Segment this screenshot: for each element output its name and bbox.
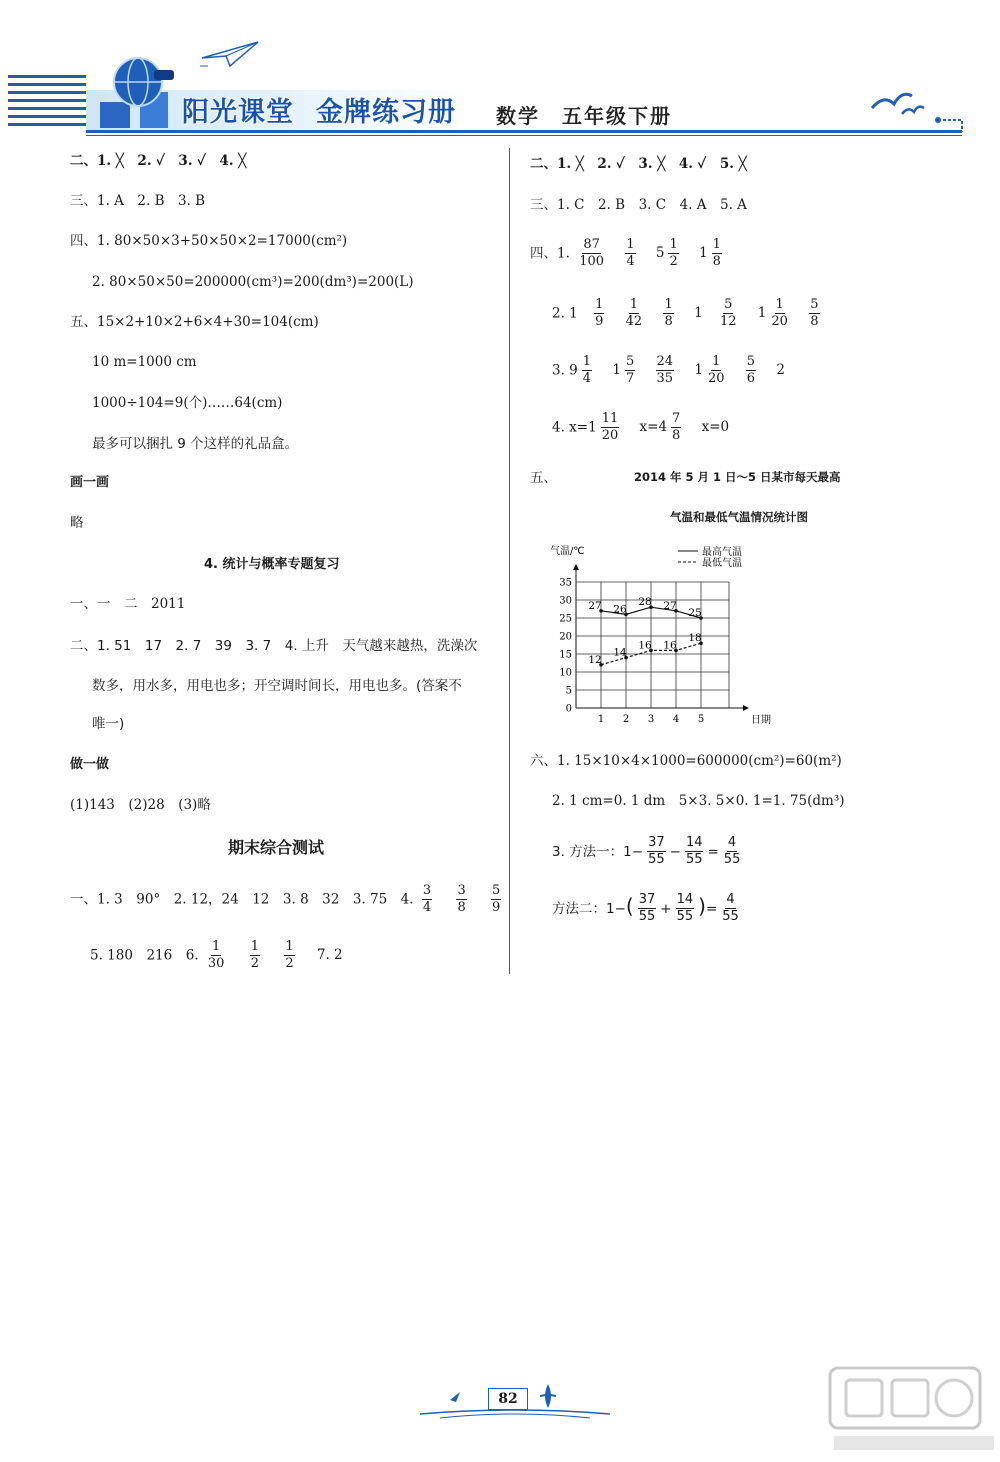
denominator: 55 — [648, 852, 665, 868]
page-number: 82 — [488, 1388, 528, 1410]
right-line-6-mid: x=4 — [639, 419, 668, 436]
fraction — [746, 355, 756, 387]
x-tick-label: 2 — [622, 714, 630, 725]
fraction — [707, 355, 726, 387]
right-line-3 — [530, 238, 726, 270]
grade: 五年级下册 — [562, 104, 672, 128]
denominator: 55 — [676, 909, 694, 925]
whole-number: 1 — [757, 305, 767, 322]
denominator: 20 — [601, 428, 619, 444]
numerator: 87 — [582, 238, 601, 254]
data-label: 26 — [613, 603, 627, 616]
right-line-8: 六、1. 15×10×4×1000=600000(cm²)=60(m²) — [530, 753, 842, 769]
right-line-1: 二、1. ╳ 2. ✓ 3. ╳ 4. ✓ 5. ╳ — [530, 156, 747, 172]
chart-axes — [550, 545, 771, 726]
numerator: 1 — [629, 298, 639, 314]
header-rule — [86, 130, 962, 133]
whole-number: 1 — [699, 245, 708, 262]
denominator: 7 — [625, 371, 635, 387]
left-line-6: 10 m=1000 cm — [92, 354, 197, 370]
right-line-4-label: 2. 1 — [552, 305, 578, 322]
left-line-3: 四、1. 80×50×3+50×50×2=17000(cm²) — [70, 233, 348, 249]
denominator: 42 — [625, 314, 643, 330]
fraction — [422, 884, 432, 916]
x-tick-label: 1 — [597, 714, 605, 725]
fraction — [250, 940, 260, 972]
fraction — [668, 238, 678, 270]
left-line-16: (1)143 (2)28 (3)略 — [70, 797, 211, 813]
left-line-1: 二、1. ╳ 2. ✓ 3. ✓ 4. ╳ — [70, 153, 247, 169]
data-label: 16 — [663, 639, 677, 652]
y-tick-label: 30 — [559, 595, 572, 607]
left-line-4: 2. 80×50×50=200000(cm³)=200(dm³)=200(L) — [92, 274, 414, 290]
whole-number: 1 — [694, 305, 703, 322]
denominator: 55 — [638, 909, 656, 925]
right-line-10: 3. 方法一：1− $\frac{37}{55}$ − $\frac{14}{55}$ = $\frac{4}{55}$ — [552, 835, 741, 868]
x-tick-label: 5 — [697, 714, 705, 725]
chart-series — [588, 596, 702, 666]
denominator: 30 — [207, 956, 225, 972]
x-tick-label: 4 — [672, 714, 680, 725]
left-line-18-tail: 7. 2 — [316, 947, 343, 964]
numerator: 3 — [456, 884, 466, 900]
fraction — [712, 238, 722, 270]
paper-plane-icon — [200, 40, 260, 70]
numerator: 14 — [685, 836, 704, 852]
left-line-17 — [70, 884, 505, 916]
fraction — [676, 893, 695, 925]
numerator: 37 — [647, 836, 666, 852]
denominator: 9 — [595, 314, 604, 330]
series-title — [182, 90, 478, 129]
y-tick-label: 20 — [559, 631, 572, 643]
denominator: 4 — [422, 900, 432, 916]
chart-title-line-2: 气温和最低气温情况统计图 — [670, 510, 808, 524]
fraction — [456, 884, 466, 916]
right-line-7: 五、 — [530, 470, 557, 486]
y-axis-label: 气温/℃ — [550, 546, 585, 557]
numerator: 7 — [671, 412, 681, 428]
section-do: 做一做 — [70, 757, 110, 772]
fraction — [685, 836, 704, 868]
numerator: 11 — [601, 412, 620, 428]
fraction — [625, 238, 635, 270]
numerator: 4 — [725, 893, 735, 909]
y-tick-label: 35 — [559, 577, 572, 589]
whole-number: 1 — [694, 362, 703, 379]
left-line-13: 数多，用水多，用电也多；开空调时间长，用电也多。(答案不 — [92, 678, 462, 694]
denominator: 8 — [712, 254, 721, 270]
numerator: 1 — [211, 940, 221, 956]
whole-number: 5 — [655, 245, 665, 262]
left-line-2: 三、1. A 2. B 3. B — [70, 193, 206, 209]
temperature-line-chart — [546, 540, 771, 740]
denominator: 8 — [672, 428, 681, 444]
fraction — [601, 412, 620, 444]
denominator: 8 — [457, 900, 466, 916]
numerator: 1 — [712, 238, 722, 254]
fraction — [207, 940, 226, 972]
numerator: 1 — [250, 940, 260, 956]
right-line-6-label: 4. x=1 — [552, 419, 597, 436]
right-line-11-label: 方法二：1− — [552, 900, 626, 917]
watermark-stamp-icon — [820, 1360, 1000, 1460]
data-label: 18 — [688, 632, 702, 645]
header-rule-thin — [86, 135, 962, 136]
x-tick-label: 3 — [647, 714, 655, 725]
denominator: 2 — [285, 956, 294, 972]
numerator: 5 — [809, 298, 819, 314]
numerator: 5 — [723, 298, 733, 314]
numerator: 1 — [663, 298, 673, 314]
right-line-10-label: 3. 方法一：1− — [552, 843, 644, 860]
y-tick-label: 0 — [565, 703, 572, 715]
fraction — [721, 893, 740, 925]
numerator: 1 — [594, 298, 604, 314]
denominator: 6 — [746, 371, 756, 387]
series-title-part2: 金牌练习册 — [316, 97, 456, 128]
numerator: 24 — [656, 355, 675, 371]
denominator: 9 — [492, 900, 501, 916]
left-line-18-text: 5. 180 216 6. — [90, 947, 199, 964]
chart-title-line-1: 2014 年 5 月 1 日～5 日某市每天最高 — [634, 470, 841, 484]
final-test-title: 期末综合测试 — [228, 838, 325, 857]
right-line-3-label: 四、1. — [530, 245, 570, 262]
data-label: 12 — [588, 653, 602, 666]
denominator: 2 — [250, 956, 260, 972]
denominator: 8 — [810, 314, 819, 330]
section-draw: 画一画 — [70, 475, 110, 490]
right-line-2: 三、1. C 2. B 3. C 4. A 5. A — [530, 197, 747, 213]
denominator: 20 — [707, 371, 725, 387]
denominator: 20 — [771, 314, 788, 330]
left-line-5: 五、15×2+10×2+6×4+30=104(cm) — [70, 314, 319, 330]
fraction — [809, 298, 819, 330]
subject-grade — [496, 100, 694, 129]
y-axis-arrow — [573, 564, 579, 570]
subject: 数学 — [496, 104, 540, 128]
legend-label: 最低气温 — [702, 558, 742, 569]
y-tick-label: 10 — [559, 667, 572, 679]
left-line-10: 略 — [70, 515, 84, 531]
right-line-6 — [552, 412, 729, 444]
fraction — [638, 893, 657, 925]
fraction — [770, 298, 789, 330]
fraction — [647, 836, 666, 868]
right-line-11: 方法二：1−( $\frac{37}{55}$ + $\frac{14}{55}$ )= $\frac{4}{55}$ — [552, 892, 739, 925]
denominator: 12 — [719, 314, 737, 330]
denominator: 35 — [656, 371, 674, 387]
x-axis-label: 日期 — [751, 715, 771, 726]
right-line-9: 2. 1 cm=0. 1 dm 5×3. 5×0. 1=1. 75(dm³) — [552, 793, 845, 809]
whole-number: 1 — [612, 362, 621, 379]
data-label: 27 — [663, 599, 677, 612]
fraction — [719, 298, 738, 330]
fraction — [663, 298, 673, 330]
denominator: 55 — [723, 852, 741, 868]
globe-logo-icon — [96, 50, 186, 130]
numerator: 14 — [676, 893, 695, 909]
left-line-12: 二、1. 51 17 2. 7 39 3. 7 4. 上升 天气越来越热，洗澡次 — [70, 638, 478, 654]
whole-number: 2 — [776, 362, 785, 379]
right-line-5 — [552, 355, 785, 387]
fraction — [723, 836, 742, 868]
fraction — [656, 355, 675, 387]
fraction — [625, 298, 644, 330]
fraction — [625, 355, 635, 387]
right-line-4 — [552, 298, 824, 330]
numerator: 37 — [638, 893, 657, 909]
numerator: 4 — [727, 836, 737, 852]
left-line-11: 一、一 二 2011 — [70, 596, 186, 612]
denominator: 8 — [664, 314, 673, 330]
column-divider — [509, 148, 510, 974]
right-line-5-label: 3. 9 — [552, 362, 578, 379]
data-label: 14 — [613, 646, 627, 659]
x-axis-arrow — [743, 705, 749, 711]
fraction — [671, 412, 681, 444]
numerator: 1 — [711, 355, 721, 371]
numerator: 3 — [422, 884, 432, 900]
denominator: 100 — [579, 254, 605, 270]
numerator: 1 — [668, 238, 678, 254]
data-label: 27 — [588, 599, 602, 612]
series-title-part1: 阳光课堂 — [182, 97, 294, 128]
chart-legend — [678, 545, 742, 569]
denominator: 2 — [669, 254, 678, 270]
data-label: 28 — [638, 596, 652, 609]
numerator: 1 — [625, 238, 635, 254]
numerator: 1 — [284, 940, 294, 956]
fraction — [594, 298, 604, 330]
numerator: 5 — [746, 355, 756, 371]
birds-icon — [868, 86, 968, 132]
denominator: 4 — [626, 254, 635, 270]
legend-label: 最高气温 — [702, 547, 742, 558]
y-tick-label: 25 — [559, 613, 572, 625]
y-tick-label: 15 — [559, 649, 572, 661]
left-line-14: 唯一) — [92, 716, 125, 732]
numerator: 1 — [775, 298, 785, 314]
fraction — [284, 940, 294, 972]
left-line-8: 最多可以捆扎 9 个这样的礼品盒。 — [92, 436, 299, 452]
denominator: 55 — [722, 909, 739, 925]
denominator: 4 — [582, 371, 592, 387]
fraction — [582, 355, 592, 387]
right-line-6-tail: x=0 — [701, 419, 730, 436]
numerator: 5 — [491, 884, 501, 900]
numerator: 5 — [625, 355, 635, 371]
numerator: 1 — [582, 355, 592, 371]
data-label: 16 — [638, 639, 652, 652]
data-label: 25 — [688, 607, 702, 619]
left-line-18 — [90, 940, 343, 972]
fraction — [578, 238, 605, 270]
fraction — [491, 884, 501, 916]
left-line-7: 1000÷104=9(个)……64(cm) — [92, 395, 283, 411]
denominator: 55 — [685, 852, 703, 868]
left-line-17-text: 一、1. 3 90° 2. 12，24 12 3. 8 32 3. 75 4. — [70, 891, 414, 908]
section-4-title: 4. 统计与概率专题复习 — [204, 557, 340, 572]
y-tick-label: 5 — [565, 685, 572, 697]
